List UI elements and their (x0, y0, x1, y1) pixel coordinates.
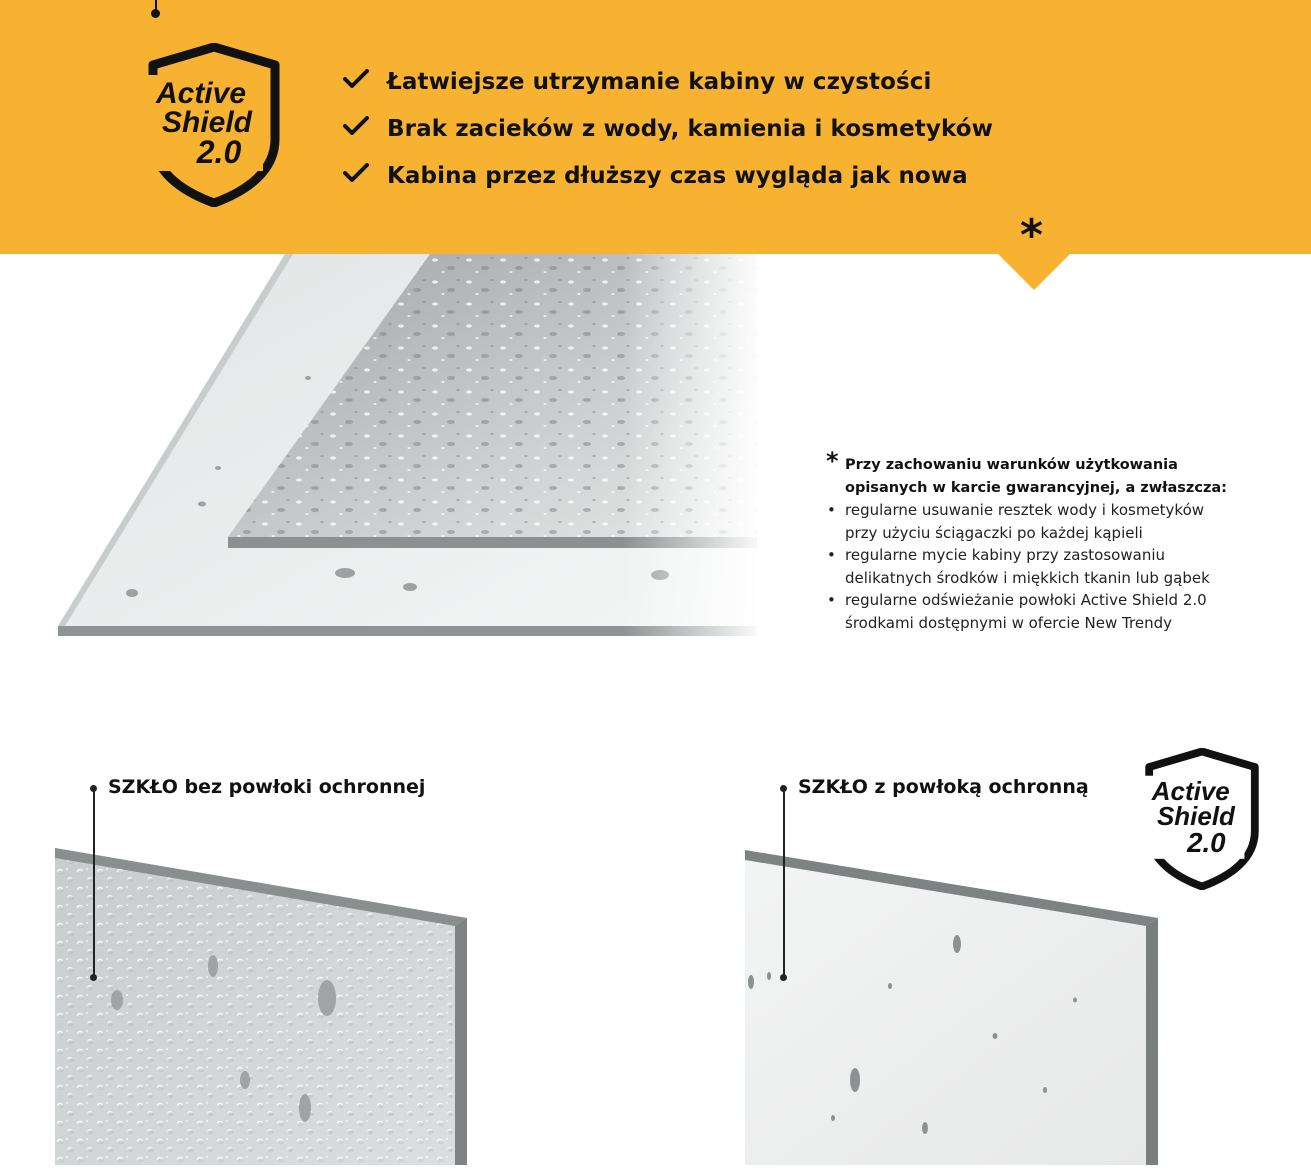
label-glass-with-coating: SZKŁO z powłoką ochronną (798, 776, 1089, 798)
glass-layers-illustration (55, 254, 765, 648)
check-icon (343, 116, 387, 142)
callout-line (93, 789, 95, 977)
footnote-item-line: środkami dostępnymi w ofercie New Trendy (845, 613, 1172, 632)
footnote-heading-line: opisanych w karcie gwarancyjnej, a zwłaszcza: (845, 479, 1227, 496)
footnote-item (826, 499, 1246, 544)
glass-uncoated-sample (55, 848, 470, 1169)
label-glass-without-coating: SZKŁO bez powłoki ochronnej (108, 776, 426, 798)
footnote-item-line: delikatnych środków i miękkich tkanin lub gąbek (845, 568, 1210, 587)
check-icon (343, 69, 387, 95)
logo-line-active: Active (155, 77, 247, 110)
top-callout-dot (151, 9, 160, 18)
footnote-item-line: • regularne usuwanie resztek wody i kosmetyków (845, 501, 1205, 519)
benefit-text: Kabina przez dłuższy czas wygląda jak nowa (387, 162, 968, 189)
benefit-item (343, 105, 993, 152)
banner-asterisk: * (1020, 210, 1044, 261)
footnote-item-line: • regularne odświeżanie powłoki Active Shield 2.0 (845, 591, 1207, 609)
benefit-item (343, 152, 993, 199)
callout-dot (780, 974, 787, 981)
callout-line (783, 789, 785, 977)
logo-line-version: 2.0 (196, 134, 242, 170)
benefit-text: Łatwiejsze utrzymanie kabiny w czystości (387, 68, 932, 95)
footnote-heading-line: Przy zachowaniu warunków użytkowania (845, 457, 1178, 473)
logo-line-shield: Shield (1156, 801, 1235, 832)
benefit-text: Brak zacieków z wody, kamienia i kosmetyków (387, 115, 994, 142)
footnote-asterisk: * (826, 447, 839, 475)
benefit-item (343, 58, 993, 105)
footnote-list (826, 499, 1246, 634)
footnote-heading (845, 454, 1246, 499)
footnote (826, 447, 1246, 634)
glass-coated-sample (745, 850, 1160, 1169)
callout-dot (90, 974, 97, 981)
footnote-item-line: • regularne mycie kabiny przy zastosowaniu (845, 546, 1165, 564)
logo-line-shield: Shield (161, 106, 253, 139)
footnote-item-line: przy użyciu ściągaczki po każdej kąpieli (845, 523, 1143, 542)
check-icon (343, 163, 387, 189)
logo-line-version: 2.0 (1187, 826, 1226, 858)
footnote-item (826, 589, 1246, 634)
active-shield-logo (143, 43, 285, 207)
active-shield-logo (1140, 748, 1264, 890)
logo-line-active: Active (1151, 775, 1230, 806)
benefits-list (343, 58, 993, 199)
footnote-item (826, 544, 1246, 589)
